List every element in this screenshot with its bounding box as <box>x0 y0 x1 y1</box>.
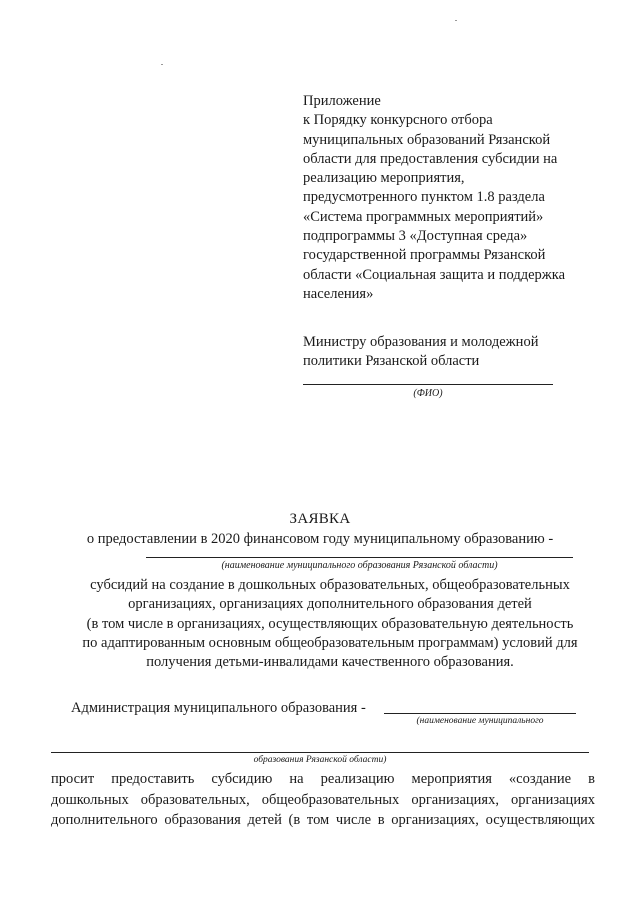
appendix-line: реализацию мероприятия, <box>303 170 465 187</box>
appendix-line: Приложение <box>303 93 381 109</box>
administration-label: Администрация муниципального образования - <box>71 700 366 716</box>
administration-caption-1: (наименование муниципального <box>416 716 544 726</box>
purpose-line: (в том числе в организациях, осуществляющих образовательную деятельность <box>86 615 574 632</box>
body-line: дополнительного образования детей (в том числе в организациях, осуществляющих <box>51 812 595 828</box>
addressee-line: политики Рязанской области <box>303 353 480 370</box>
appendix-line: населения» <box>303 285 374 302</box>
body-line: просит предоставить субсидию на реализацию мероприятия «создание в <box>51 771 595 787</box>
appendix-line: «Система программных мероприятий» <box>303 208 544 225</box>
fio-blank-line <box>303 384 553 385</box>
appendix-line: области «Социальная защита и поддержка <box>303 266 566 283</box>
administration-blank-line-2 <box>51 752 589 753</box>
document-subtitle: о предоставлении в 2020 финансовом году муниципальному образованию - <box>86 531 554 547</box>
scan-speck <box>455 20 457 21</box>
administration-blank-line <box>384 713 576 714</box>
appendix-line: области для предоставления субсидии на <box>303 150 558 167</box>
appendix-line: к Порядку конкурсного отбора <box>303 112 493 129</box>
purpose-line: субсидий на создание в дошкольных образовательных, общеобразовательных <box>90 577 570 593</box>
scan-speck <box>161 64 163 65</box>
appendix-block <box>303 92 603 304</box>
appendix-line: государственной программы Рязанской <box>303 247 546 264</box>
appendix-line: муниципальных образований Рязанской <box>303 131 551 148</box>
purpose-line: по адаптированным основным общеобразовательным программам) условий для <box>82 634 578 651</box>
document-title: ЗАЯВКА <box>289 511 351 527</box>
purpose-line: организациях, организациях дополнительного образования детей <box>128 596 532 613</box>
purpose-line: получения детьми-инвалидами качественного образования. <box>146 654 514 671</box>
purpose-block <box>40 576 620 672</box>
appendix-line: подпрограммы 3 «Доступная среда» <box>303 228 528 245</box>
administration-caption-2: образования Рязанской области) <box>253 755 387 765</box>
fio-caption: (ФИО) <box>413 388 443 399</box>
appendix-line: предусмотренного пунктом 1.8 раздела <box>303 189 545 206</box>
addressee-line: Министру образования и молодежной <box>303 334 539 350</box>
municipality-blank-line <box>146 557 573 558</box>
municipality-caption: (наименование муниципального образования Рязанской области) <box>221 560 498 571</box>
addressee-block <box>303 333 603 372</box>
body-paragraph <box>51 769 595 831</box>
body-line: дошкольных образовательных, общеобразовательных организациях, организациях <box>51 791 595 808</box>
